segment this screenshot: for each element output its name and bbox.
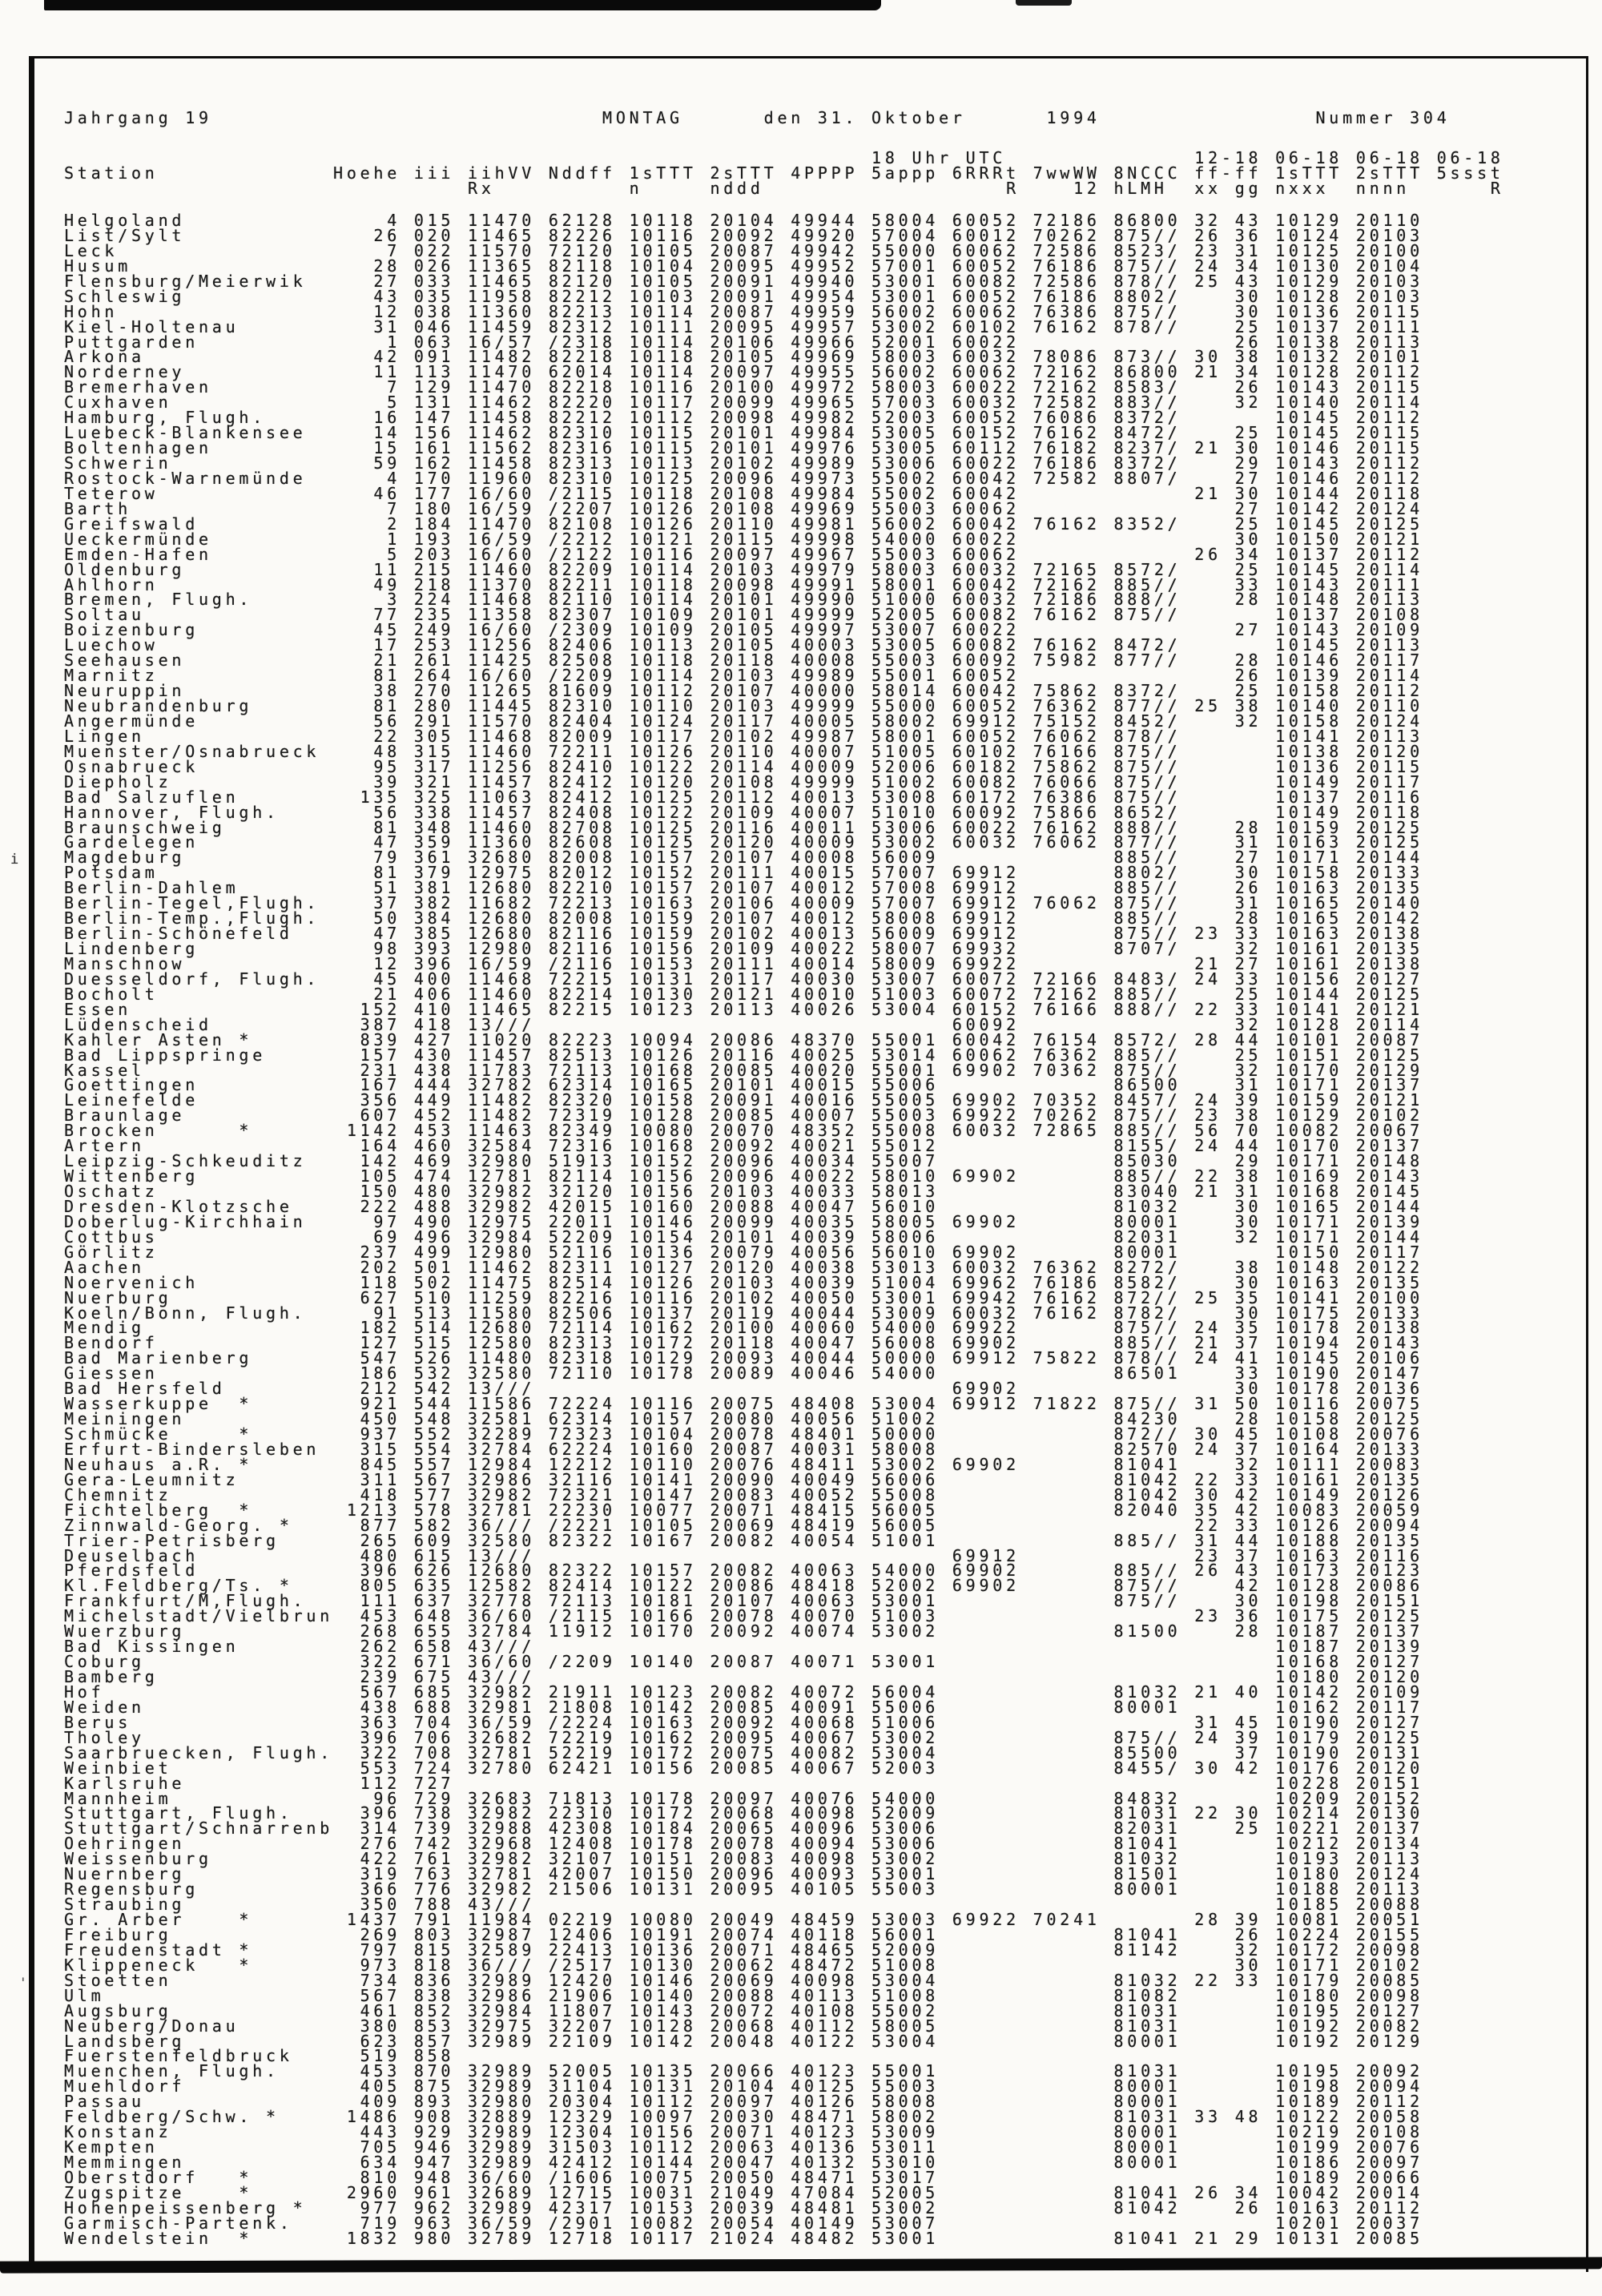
table-row: Kiel-Holtenau 31 046 11459 82312 10111 20095 49957 53002 60102 76162 878// 25 10137 20111 xyxy=(64,316,1423,336)
table-row: Braunschweig 81 348 11460 82708 10125 20116 40011 53006 60022 76162 888// 28 10159 20125 xyxy=(64,817,1423,837)
table-row: Luebeck-Blankensee 14 156 11462 82310 10115 20101 49984 53005 60152 76162 8472/ 25 10145 20115 xyxy=(64,423,1423,443)
table-row: Doberlug-Kirchhain 97 490 12975 22011 10146 20099 40035 58005 69902 80001 30 10171 20139 xyxy=(64,1211,1423,1231)
table-row: Dresden-Klotzsche 222 488 32982 42015 10160 20088 40047 56010 81032 30 10165 20144 xyxy=(64,1196,1423,1216)
table-row: Leck 7 022 11570 72120 10105 20087 49942 55000 60062 72586 8523/ 23 31 10125 20100 xyxy=(64,240,1423,260)
table-row: Gardelegen 47 359 11360 82608 10125 20120 40009 53002 60032 76062 877// 31 10163 20125 xyxy=(64,832,1423,852)
table-row: Schleswig 43 035 11958 82212 10103 20091 49954 53001 60052 76186 8802/ 30 10128 20103 xyxy=(64,286,1423,306)
table-row: Erfurt-Bindersleben 315 554 32784 62224 10160 20087 40031 58008 82570 24 37 10164 20133 xyxy=(64,1439,1423,1459)
scan-stray-mark: i xyxy=(10,852,19,868)
table-row: Tholey 396 706 32682 72219 10162 20095 40067 53002 875// 24 39 10179 20125 xyxy=(64,1727,1423,1747)
table-row: Landsberg 623 857 32989 22109 10142 20048 40122 53004 80001 10192 20129 xyxy=(64,2031,1423,2051)
table-row: Braunlage 607 452 11482 72319 10128 20085 40007 55003 69922 70262 875// 23 38 10129 20102 xyxy=(64,1106,1423,1126)
table-row: Stuttgart, Flugh. 396 738 32982 22310 10172 20068 40098 52009 81031 22 30 10214 20130 xyxy=(64,1803,1423,1823)
table-row: Berus 363 704 36/59 /2224 10163 20092 40068 51006 31 45 10190 20127 xyxy=(64,1712,1423,1732)
table-row: Wuerzburg 268 655 32784 11912 10170 20092 40074 53002 81500 28 10187 20137 xyxy=(64,1621,1423,1641)
table-row: Bad Hersfeld 212 542 13/// 69902 30 10178 20136 xyxy=(64,1379,1423,1399)
table-row: Wendelstein * 1832 980 32789 12718 10117 21024 48482 53001 81041 21 29 10131 20085 xyxy=(64,2228,1423,2248)
table-row: Mendig 182 514 12680 72114 10162 20100 40060 54000 69922 875// 24 35 10178 20138 xyxy=(64,1318,1423,1338)
scan-bottom-bar xyxy=(0,2257,1602,2273)
table-row: Stuttgart/Schnarrenb 314 739 32988 42308 10184 20065 40096 53006 82031 25 10221 20137 xyxy=(64,1819,1423,1839)
table-row: Artern 164 460 32584 72316 10168 20092 40021 55012 8155/ 24 44 10170 20137 xyxy=(64,1136,1423,1156)
table-row: Gr. Arber * 1437 791 11984 02219 10080 20049 48459 53003 69922 70241 28 39 10081 20051 xyxy=(64,1910,1423,1929)
table-row: Freiburg 269 803 32987 12406 10191 20074 40118 56001 81041 26 10224 20155 xyxy=(64,1924,1423,1944)
table-row: Augsburg 461 852 32984 11807 10143 20072 40108 55002 81031 10195 20127 xyxy=(64,2000,1423,2020)
table-row: Essen 152 410 11465 82215 10123 20113 40026 53004 60152 76166 888// 22 33 10141 20121 xyxy=(64,999,1423,1019)
table-row: Hamburg, Flugh. 16 147 11458 82212 10112 20098 49982 52003 60052 76086 8372/ 10145 20112 xyxy=(64,408,1423,428)
table-row: Neubrandenburg 81 280 11445 82310 10110 20103 49999 55000 60052 76362 877// 25 38 10140 20110 xyxy=(64,696,1423,715)
table-row: Cottbus 69 496 32984 52209 10154 20101 40039 58006 82031 32 10171 20144 xyxy=(64,1227,1423,1247)
table-row: Marnitz 81 264 16/60 /2209 10114 20103 49989 55001 60052 26 10139 20114 xyxy=(64,666,1423,686)
table-row: Mannheim 96 729 32683 71813 10178 20097 40076 54000 84832 10209 20152 xyxy=(64,1788,1423,1808)
table-row: Hof 567 685 32982 21911 10123 20082 40072 56004 81032 21 40 10142 20109 xyxy=(64,1682,1423,1702)
table-row: Berlin-Temp.,Flugh. 50 384 12680 82008 10159 20107 40012 58008 69912 885// 28 10165 20142 xyxy=(64,908,1423,928)
page-frame-top xyxy=(29,56,1588,58)
table-row: Oschatz 150 480 32982 32120 10156 20103 40033 58013 83040 21 31 10168 20145 xyxy=(64,1182,1423,1201)
table-row: Manschnow 12 396 16/59 /2116 10153 20111 40014 58009 69922 21 27 10161 20138 xyxy=(64,953,1423,973)
table-row: Kl.Feldberg/Ts. * 805 635 12582 82414 10122 20086 48418 52002 69902 875// 42 10128 20086 xyxy=(64,1576,1423,1596)
table-row: Oehringen 276 742 32968 12408 10178 20078 40094 53006 81041 10212 20134 xyxy=(64,1834,1423,1854)
table-row: Kassel 231 438 11783 72113 10168 20085 40020 55001 69902 70362 875// 32 10170 20129 xyxy=(64,1060,1423,1080)
masthead: Jahrgang 19 MONTAG den 31. Oktober 1994 Nummer 304 xyxy=(64,108,1451,127)
table-row: Oldenburg 11 215 11460 82209 10114 20103 49979 58003 60032 72165 8572/ 25 10145 20114 xyxy=(64,559,1423,579)
table-header-row: 18 Uhr UTC 12-18 06-18 06-18 06-18 xyxy=(64,148,1504,167)
table-row: Klippeneck * 973 818 36/// /2517 10130 20062 48472 51008 30 10171 20102 xyxy=(64,1955,1423,1975)
table-row: Arkona 42 091 11482 82218 10118 20105 49969 58003 60032 78086 873// 30 38 10132 20101 xyxy=(64,347,1423,367)
table-row: Bamberg 239 675 43/// 10180 20120 xyxy=(64,1667,1423,1686)
table-row: Ahlhorn 49 218 11370 82211 10118 20098 49991 58001 60042 72162 885// 33 10143 20111 xyxy=(64,574,1423,594)
table-row: Görlitz 237 499 12980 52116 10136 20079 40056 56010 69902 80001 10150 20117 xyxy=(64,1242,1423,1262)
table-row: Koeln/Bonn, Flugh. 91 513 11580 82506 10137 20119 40044 53009 60032 76162 8782/ 30 10175 20133 xyxy=(64,1303,1423,1323)
table-row: Lindenberg 98 393 12980 82116 10156 20109 40022 58007 69932 8707/ 32 10161 20135 xyxy=(64,939,1423,958)
table-row: Soltau 77 235 11358 82307 10109 20101 49999 52005 60082 76162 875// 10137 20108 xyxy=(64,605,1423,625)
scan-stray-mark-2: ' xyxy=(19,1975,27,1990)
table-row: Karlsruhe 112 727 10228 20151 xyxy=(64,1773,1423,1793)
table-row: Bremerhaven 7 129 11470 82218 10116 20100 49972 58003 60022 72162 8583/ 26 10143 20115 xyxy=(64,377,1423,397)
table-row: Bad Lippspringe 157 430 11457 82513 10126 20116 40025 53014 60062 76362 885// 25 10151 20125 xyxy=(64,1045,1423,1065)
table-row: Weiden 438 688 32981 21808 10142 20085 40091 55006 80001 10162 20117 xyxy=(64,1697,1423,1717)
table-row: Zinnwald-Georg. * 877 582 36/// /2221 10105 20069 48419 56005 22 33 10126 20094 xyxy=(64,1515,1423,1535)
scan-smudge-top-small xyxy=(1016,0,1072,6)
table-row: Boltenhagen 15 161 11562 82316 10115 20101 49976 53005 60112 76182 8237/ 21 30 10146 20115 xyxy=(64,438,1423,458)
table-row: Lüdenscheid 387 418 13/// 60092 32 10128 20114 xyxy=(64,1014,1423,1034)
table-row: List/Sylt 26 020 11465 82226 10116 20092 49920 57004 60012 70262 875// 26 36 10124 20103 xyxy=(64,225,1423,245)
table-row: Schmücke * 937 552 32289 72323 10104 20078 48401 50000 872// 30 45 10108 20076 xyxy=(64,1424,1423,1444)
table-row: Emden-Hafen 5 203 16/60 /2122 10116 20097 49967 55003 60062 26 34 10137 20112 xyxy=(64,544,1423,564)
table-row: Giessen 186 532 32580 72110 10178 20089 40046 54000 86501 33 10190 20147 xyxy=(64,1364,1423,1384)
table-row: Rostock-Warnemünde 4 170 11960 82310 10125 20096 49973 55002 60042 72582 8807/ 27 10146 20112 xyxy=(64,468,1423,488)
table-row: Luechow 17 253 11256 82406 10113 20105 40003 53005 60082 76162 8472/ 10145 20113 xyxy=(64,635,1423,655)
table-row: Berlin-Schönefeld 47 385 12680 82116 10159 20102 40013 56009 69912 875// 23 33 10163 20138 xyxy=(64,924,1423,944)
table-row: Bad Salzuflen 135 325 11063 82412 10125 20112 40013 53008 60172 76386 875// 10137 20116 xyxy=(64,787,1423,807)
table-row: Saarbruecken, Flugh. 322 708 32781 52219 10172 20075 40082 53004 85500 37 10190 20131 xyxy=(64,1742,1423,1762)
table-row: Muehldorf 405 875 32989 31104 10131 20104 40125 55003 80001 10198 20094 xyxy=(64,2076,1423,2097)
table-row: Neuruppin 38 270 11265 81609 10112 20107 40000 58014 60042 75862 8372/ 25 10158 20112 xyxy=(64,681,1423,701)
table-row: Leipzig-Schkeuditz 142 469 32980 51913 10152 20096 40034 55007 85030 29 10171 20148 xyxy=(64,1151,1423,1171)
table-row: Seehausen 21 261 11425 82508 10118 20118 40008 55003 60092 75982 877// 28 10146 20117 xyxy=(64,651,1423,671)
table-row: Muenster/Osnabrueck 48 315 11460 72211 10126 20110 40007 51005 60102 76166 875// 10138 20120 xyxy=(64,741,1423,761)
table-row: Kempten 705 946 32989 31503 10112 20063 40136 53011 80001 10199 20076 xyxy=(64,2137,1423,2157)
table-row: Memmingen 634 947 32989 42412 10144 20047 40132 53010 80001 10186 20097 xyxy=(64,2153,1423,2172)
table-row: Ulm 567 838 32986 21906 10140 20088 40113 51008 81082 10180 20098 xyxy=(64,1985,1423,2005)
table-row: Nuerburg 627 510 11259 82216 10116 20102 40050 53001 69942 76162 872// 25 35 10141 20100 xyxy=(64,1287,1423,1307)
table-row: Magdeburg 79 361 32680 82008 10157 20107 40008 56009 885// 27 10171 20144 xyxy=(64,848,1423,868)
table-row: Gera-Leumnitz 311 567 32986 32116 10141 20090 40049 56006 81042 22 33 10161 20135 xyxy=(64,1469,1423,1489)
table-row: Diepholz 39 321 11457 82412 10120 20108 49999 51002 60082 76066 875// 10149 20117 xyxy=(64,771,1423,792)
table-row: Muenchen, Flugh. 453 870 32989 52005 10135 20066 40123 55001 81031 10195 20092 xyxy=(64,2061,1423,2081)
table-row: Lingen 22 305 11468 82009 10117 20102 49987 58001 60052 76062 878// 10141 20113 xyxy=(64,726,1423,746)
table-row: Cuxhaven 5 131 11462 82220 10117 20099 49965 57003 60032 72582 883// 32 10140 20114 xyxy=(64,393,1423,413)
table-row: Norderney 11 113 11470 62014 10114 20097 49955 56002 60062 72162 86800 21 34 10128 20112 xyxy=(64,362,1423,382)
table-row: Feldberg/Schw. * 1486 908 32889 12329 10097 20030 48471 58002 81031 33 48 10122 20058 xyxy=(64,2107,1423,2127)
scan-smudge-top xyxy=(44,0,881,10)
page-frame-right xyxy=(1586,56,1588,2272)
station-table xyxy=(64,213,1423,2246)
table-row: Michelstadt/Vielbrun 453 648 36/60 /2115 10166 20078 40070 51003 23 36 10175 20125 xyxy=(64,1606,1423,1626)
table-row: Stoetten 734 836 32989 12420 10146 20069 40098 53004 81032 22 33 10179 20085 xyxy=(64,1970,1423,1990)
table-row: Hohn 12 038 11360 82213 10114 20087 49959 56002 60062 76386 875// 30 10136 20115 xyxy=(64,301,1423,321)
table-row: Neuhaus a.R. * 845 557 12984 12212 10110 20076 48411 53002 69902 81041 32 10111 20083 xyxy=(64,1454,1423,1474)
table-row: Potsdam 81 379 12975 82012 10152 20111 40015 57007 69912 8802/ 30 10158 20133 xyxy=(64,863,1423,883)
table-row: Passau 409 893 32980 20304 10112 20097 40126 58008 80001 10189 20112 xyxy=(64,2092,1423,2112)
table-row: Hannover, Flugh. 56 338 11457 82408 10122 20109 40007 51010 60092 75866 8652/ 10149 20118 xyxy=(64,802,1423,822)
table-row: Barth 7 180 16/59 /2207 10126 20108 49969 55003 60062 27 10142 20124 xyxy=(64,498,1423,518)
table-row: Garmisch-Partenk. 719 963 36/59 /2901 10082 20054 40149 53007 10201 20037 xyxy=(64,2213,1423,2233)
table-row: Angermünde 56 291 11570 82404 10124 20117 40005 58002 69912 75152 8452/ 32 10158 20124 xyxy=(64,711,1423,731)
table-row: Regensburg 366 776 32982 21506 10131 20095 40105 55003 80001 10188 20113 xyxy=(64,1879,1423,1899)
table-row: Neuberg/Donau 380 853 32975 32207 10128 20068 40112 58005 81031 10192 20082 xyxy=(64,2016,1423,2036)
table-row: Zugspitze * 2960 961 32689 12715 10031 21049 47084 52005 81041 26 34 10042 20014 xyxy=(64,2182,1423,2202)
table-row: Freudenstadt * 797 815 32589 22413 10136 20071 48465 52009 81142 32 10172 20098 xyxy=(64,1940,1423,1960)
table-row: Bremen, Flugh. 3 224 11468 82110 10114 20101 49990 51000 60032 72186 888// 28 10148 20113 xyxy=(64,590,1423,610)
table-row: Schwerin 59 162 11458 82313 10113 20102 49989 53006 60022 76186 8372/ 29 10143 20112 xyxy=(64,453,1423,473)
table-row: Fuerstenfeldbruck 519 858 xyxy=(64,2046,455,2066)
table-row: Straubing 350 788 43/// 10185 20088 xyxy=(64,1895,1423,1915)
table-row: Bendorf 127 515 12580 82313 10172 20118 40047 56008 69902 885// 21 37 10194 20143 xyxy=(64,1333,1423,1353)
table-row: Trier-Petrisberg 265 609 32580 82322 10167 20082 40054 51001 885// 31 44 10188 20135 xyxy=(64,1530,1423,1550)
table-row: Wasserkuppe * 921 544 11586 72224 10116 20075 48408 53004 69912 71822 875// 31 50 10116 20075 xyxy=(64,1394,1423,1414)
table-row: Teterow 46 177 16/60 /2115 10118 20108 49984 55002 60042 21 30 10144 20118 xyxy=(64,483,1423,503)
table-row: Husum 28 026 11365 82118 10104 20095 49952 57001 60052 76186 875// 24 34 10130 20104 xyxy=(64,256,1423,276)
table-row: Bocholt 21 406 11460 82214 10130 20121 40010 51003 60072 72162 885// 25 10144 20125 xyxy=(64,984,1423,1004)
table-row: Boizenburg 45 249 16/60 /2309 10109 20105 49997 53007 60022 27 10143 20109 xyxy=(64,620,1423,640)
table-row: Weissenburg 422 761 32982 32107 10151 20083 40098 53002 81032 10193 20113 xyxy=(64,1849,1423,1869)
table-header-row: Rx n nddd R 12 hLMH xx gg nxxx nnnn R xyxy=(64,178,1504,198)
table-row: Berlin-Dahlem 51 381 12680 82210 10157 20107 40012 57008 69912 885// 26 10163 20135 xyxy=(64,878,1423,898)
table-header xyxy=(64,148,1504,198)
table-row: Duesseldorf, Flugh. 45 400 11468 72215 10131 20117 40030 53007 60072 72166 8483/ 24 33 10156 20127 xyxy=(64,969,1423,989)
table-row: Puttgarden 1 063 16/57 /2318 10114 20106 49966 52001 60022 26 10138 20113 xyxy=(64,332,1423,352)
table-row: Coburg 322 671 36/60 /2209 10140 20087 40071 53001 10168 20127 xyxy=(64,1652,1423,1672)
table-row: Ueckermünde 1 193 16/59 /2212 10121 20115 49998 54000 60022 30 10150 20121 xyxy=(64,529,1423,549)
table-row: Pferdsfeld 396 626 12680 82322 10157 20082 40063 54000 69902 885// 26 43 10173 20123 xyxy=(64,1561,1423,1581)
table-row: Konstanz 443 929 32989 12304 10156 20071 40123 53009 80001 10219 20108 xyxy=(64,2122,1423,2142)
table-row: Oberstdorf * 810 948 36/60 /1606 10075 20050 48471 53017 10189 20066 xyxy=(64,2167,1423,2187)
table-row: Greifswald 2 184 11470 82108 10126 20110 49981 56002 60042 76162 8352/ 25 10145 20125 xyxy=(64,514,1423,534)
table-row: Frankfurt/M,Flugh. 111 637 32778 72113 10181 20107 40063 53001 875// 30 10198 20151 xyxy=(64,1591,1423,1611)
table-row: Flensburg/Meierwik 27 033 11465 82120 10105 20091 49940 53001 60082 72586 878// 25 43 10129 20103 xyxy=(64,271,1423,291)
table-row: Kahler Asten * 839 427 11020 82223 10094 20086 48370 55001 60042 76154 8572/ 28 44 10101 20087 xyxy=(64,1029,1423,1049)
table-row: Helgoland 4 015 11470 62128 10118 20104 49944 58004 60052 72186 86800 32 43 10129 20110 xyxy=(64,211,1423,230)
table-row: Bad Kissingen 262 658 43/// 10187 20139 xyxy=(64,1637,1423,1657)
table-row: Leinefelde 356 449 11482 82320 10158 20091 40016 55005 69902 70352 8457/ 24 39 10159 20121 xyxy=(64,1090,1423,1110)
table-row: Chemnitz 418 577 32982 72321 10147 20083 40052 55008 81042 30 42 10149 20126 xyxy=(64,1484,1423,1504)
table-row: Brocken * 1142 453 11463 82349 10080 20070 48352 55008 60032 72865 885// 56 70 10082 20067 xyxy=(64,1121,1423,1141)
table-row: Meiningen 450 548 32581 62314 10157 20080 40056 51002 84230 28 10158 20125 xyxy=(64,1409,1423,1429)
table-row: Aachen 202 501 11462 82311 10127 20120 40038 53013 60032 76362 8272/ 38 10148 20122 xyxy=(64,1257,1423,1277)
page-frame-left xyxy=(29,56,34,2272)
table-row: Nuernberg 319 763 32781 42007 10150 20096 40093 53001 81501 10180 20124 xyxy=(64,1864,1423,1884)
table-row: Bad Marienberg 547 526 11480 82318 10129 20093 40044 50000 69912 75822 878// 24 41 10145 20106 xyxy=(64,1348,1423,1368)
table-row: Noervenich 118 502 11475 82514 10126 20103 40039 51004 69962 76186 8582/ 30 10163 20135 xyxy=(64,1272,1423,1292)
table-row: Hohenpeissenberg * 977 962 32989 42317 10153 20039 48481 53002 81042 26 10163 20112 xyxy=(64,2197,1423,2217)
table-row: Goettingen 167 444 32782 62314 10165 20101 40015 55006 86500 31 10171 20137 xyxy=(64,1075,1423,1095)
table-row: Fichtelberg * 1213 578 32781 22230 10077 20071 48415 56005 82040 35 42 10083 20059 xyxy=(64,1500,1423,1520)
table-row: Wittenberg 105 474 12781 82114 10156 20096 40022 58010 69902 885// 22 38 10169 20143 xyxy=(64,1166,1423,1186)
table-row: Deuselbach 480 615 13/// 69912 23 37 10163 20116 xyxy=(64,1545,1423,1565)
table-row: Berlin-Tegel,Flugh. 37 382 11682 72213 10163 20106 40009 57007 69912 76062 875// 31 10165 20140 xyxy=(64,893,1423,913)
table-header-row: Station Hoehe iii iihVV Nddff 1sTTT 2sTTT 4PPPP 5appp 6RRRt 7wwWW 8NCCC ff-ff 1sTTT 2sTTT 5ssst xyxy=(64,163,1504,183)
table-row: Weinbiet 553 724 32780 62421 10156 20085 40067 52003 8455/ 30 42 10176 20120 xyxy=(64,1758,1423,1778)
table-row: Osnabrueck 95 317 11256 82410 10122 20114 40009 52006 60182 75862 875// 10136 20115 xyxy=(64,756,1423,776)
